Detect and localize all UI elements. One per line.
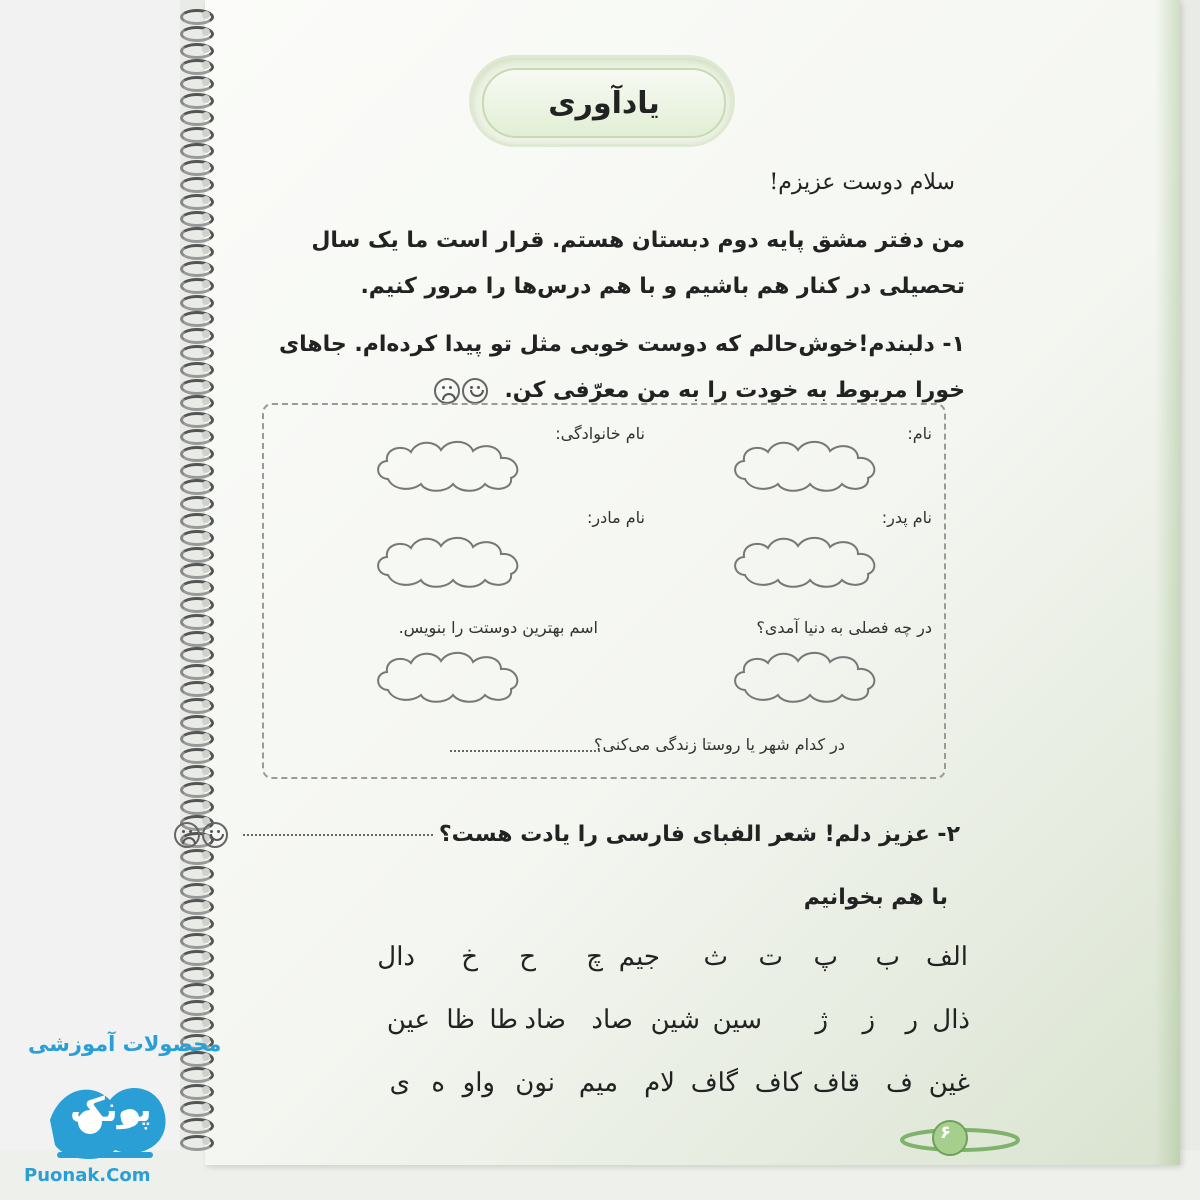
smile-face-icon[interactable]	[462, 378, 488, 404]
spiral-ring	[178, 243, 212, 257]
spiral-ring	[178, 781, 212, 795]
spiral-ring	[178, 1083, 212, 1097]
spiral-ring	[178, 730, 212, 744]
alphabet-letter: پ	[813, 942, 838, 972]
birth-season-label: در چه فصلی به دنیا آمدی؟	[756, 618, 932, 637]
question-2	[173, 822, 960, 848]
mother-name-cloud-field[interactable]	[373, 530, 533, 590]
watermark-tagline: محصولات آموزشی	[28, 1032, 222, 1056]
mother-name-label: نام مادر:	[586, 508, 645, 527]
spiral-ring	[178, 949, 212, 963]
page-number-ornament	[900, 1118, 1020, 1158]
spiral-ring	[178, 999, 212, 1013]
spiral-ring	[178, 176, 212, 190]
alphabet-letter: ف	[886, 1068, 913, 1098]
spiral-ring	[178, 58, 212, 72]
sad-face-icon[interactable]	[434, 378, 460, 404]
spiral-ring	[178, 277, 212, 291]
spiral-ring	[178, 529, 212, 543]
spiral-ring	[178, 378, 212, 392]
photo-background	[0, 0, 180, 1200]
mood-faces-2[interactable]	[173, 822, 229, 848]
spiral-ring	[178, 394, 212, 408]
spiral-ring	[178, 1117, 212, 1131]
spiral-ring	[178, 109, 212, 123]
spiral-ring	[178, 344, 212, 358]
spiral-ring	[178, 1016, 212, 1030]
alphabet-letter: ه	[431, 1068, 445, 1098]
alphabet-letter: دال	[377, 942, 415, 972]
spiral-ring	[178, 25, 212, 39]
alphabet-letter: میم	[578, 1068, 618, 1098]
spiral-ring	[178, 562, 212, 576]
spiral-ring	[178, 697, 212, 711]
greeting: سلام دوست عزیزم!	[769, 170, 955, 195]
alphabet-letter: ث	[703, 942, 728, 972]
spiral-ring	[178, 798, 212, 812]
spiral-ring	[178, 680, 212, 694]
father-name-cloud-field[interactable]	[730, 530, 890, 590]
question-2-text: ۲- عزیز دلم! شعر الفبای فارسی را یادت هست؟	[438, 822, 960, 847]
family-name-label: نام خانوادگی:	[555, 424, 645, 443]
smile-face-icon[interactable]	[202, 822, 228, 848]
best-friend-cloud-field[interactable]	[373, 645, 533, 705]
spiral-ring	[178, 915, 212, 929]
watermark-url: Puonak.Com	[24, 1165, 151, 1186]
spiral-ring	[178, 747, 212, 761]
family-name-cloud-field[interactable]	[373, 434, 533, 494]
alphabet-letter: ت	[758, 942, 783, 972]
spiral-ring	[178, 596, 212, 610]
alphabet-letter: شین	[650, 1005, 700, 1035]
spiral-ring	[178, 462, 212, 476]
sad-face-icon[interactable]	[174, 822, 200, 848]
name-cloud-field[interactable]	[730, 434, 890, 494]
spiral-ring	[178, 714, 212, 728]
alphabet-letter: ر	[905, 1005, 918, 1035]
city-answer-line[interactable]	[450, 750, 600, 752]
spiral-ring	[178, 898, 212, 912]
alphabet-letter: غین	[928, 1068, 970, 1098]
spiral-ring	[178, 193, 212, 207]
spiral-ring	[178, 764, 212, 778]
best-friend-label: اسم بهترین دوستت را بنویس.	[398, 618, 598, 637]
alphabet-letter: ژ	[815, 1005, 828, 1035]
alphabet-letter: طا	[489, 1005, 518, 1035]
spiral-ring	[178, 8, 212, 22]
alphabet-letter: گاف	[690, 1068, 738, 1098]
spiral-ring	[178, 142, 212, 156]
alphabet-letter: ح	[519, 942, 536, 972]
spiral-ring	[178, 1100, 212, 1114]
spiral-binding	[178, 0, 218, 1150]
spiral-ring	[178, 882, 212, 896]
spiral-ring	[178, 361, 212, 375]
spiral-ring	[178, 1134, 212, 1148]
page-title: یادآوری	[482, 68, 726, 138]
spiral-ring	[178, 159, 212, 173]
spiral-ring	[178, 92, 212, 106]
father-name-label: نام پدر:	[881, 508, 932, 527]
spiral-ring	[178, 411, 212, 425]
spiral-ring	[178, 495, 212, 509]
spiral-ring	[178, 663, 212, 677]
spiral-ring	[178, 982, 212, 996]
alphabet-letter: خ	[461, 942, 478, 972]
page-edge-shading	[1155, 0, 1180, 1165]
read-together-heading: با هم بخوانیم	[803, 885, 948, 910]
spiral-ring	[178, 126, 212, 140]
spiral-ring	[178, 613, 212, 627]
alphabet-letter: سین	[712, 1005, 762, 1035]
alphabet-letter: ظا	[446, 1005, 475, 1035]
alphabet-letter: نون	[515, 1068, 555, 1098]
question-1-text: ۱- دلبندم!خوش‌حالم که دوست خوبی مثل تو پیدا کرده‌ام. جاهای خورا مربوط به خودت را به من معرّفی کن.	[278, 332, 965, 403]
spiral-ring	[178, 294, 212, 308]
spiral-ring	[178, 966, 212, 980]
page-number: ۶	[940, 1122, 951, 1143]
alphabet-letter: چ	[586, 942, 603, 972]
spiral-ring	[178, 260, 212, 274]
watermark-brand: پونک	[70, 1090, 152, 1130]
alphabet-letter: الف	[925, 942, 968, 972]
spiral-ring	[178, 210, 212, 224]
alphabet-letter: لام	[644, 1068, 675, 1098]
spiral-ring	[178, 42, 212, 56]
spiral-ring	[178, 75, 212, 89]
alphabet-letter: کاف	[754, 1068, 802, 1098]
city-label: در کدام شهر یا روستا زندگی می‌کنی؟	[594, 735, 845, 754]
alphabet-letter: ی	[389, 1068, 410, 1098]
alphabet-letter: ب	[875, 942, 900, 972]
title-badge	[472, 58, 732, 144]
spiral-ring	[178, 445, 212, 459]
spiral-ring	[178, 478, 212, 492]
intro-paragraph: من دفتر مشق پایه دوم دبستان هستم. قرار است ما یک سال تحصیلی در کنار هم باشیم و با هم درس‌ها را مرور کنیم.	[311, 228, 965, 299]
spiral-ring	[178, 1066, 212, 1080]
spiral-ring	[178, 579, 212, 593]
alphabet-letter: صاد	[591, 1005, 633, 1035]
alphabet-letter: قاف	[812, 1068, 860, 1098]
spiral-ring	[178, 327, 212, 341]
alphabet-letter: جیم	[618, 942, 660, 972]
birth-season-cloud-field[interactable]	[730, 645, 890, 705]
alphabet-letter: ضاد	[524, 1005, 566, 1035]
question-2-answer-line[interactable]	[243, 834, 433, 836]
alphabet-letter: ز	[862, 1005, 875, 1035]
alphabet-letter: عین	[386, 1005, 430, 1035]
spiral-ring	[178, 646, 212, 660]
alphabet-letter: ذال	[932, 1005, 970, 1035]
alphabet-letter: واو	[462, 1068, 495, 1098]
spiral-ring	[178, 226, 212, 240]
spiral-ring	[178, 512, 212, 526]
spiral-ring	[178, 546, 212, 560]
spiral-ring	[178, 428, 212, 442]
spiral-ring	[178, 630, 212, 644]
question-1	[235, 322, 965, 414]
spiral-ring	[178, 865, 212, 879]
name-label: نام:	[907, 424, 932, 443]
spiral-ring	[178, 310, 212, 324]
spiral-ring	[178, 932, 212, 946]
spiral-ring	[178, 848, 212, 862]
